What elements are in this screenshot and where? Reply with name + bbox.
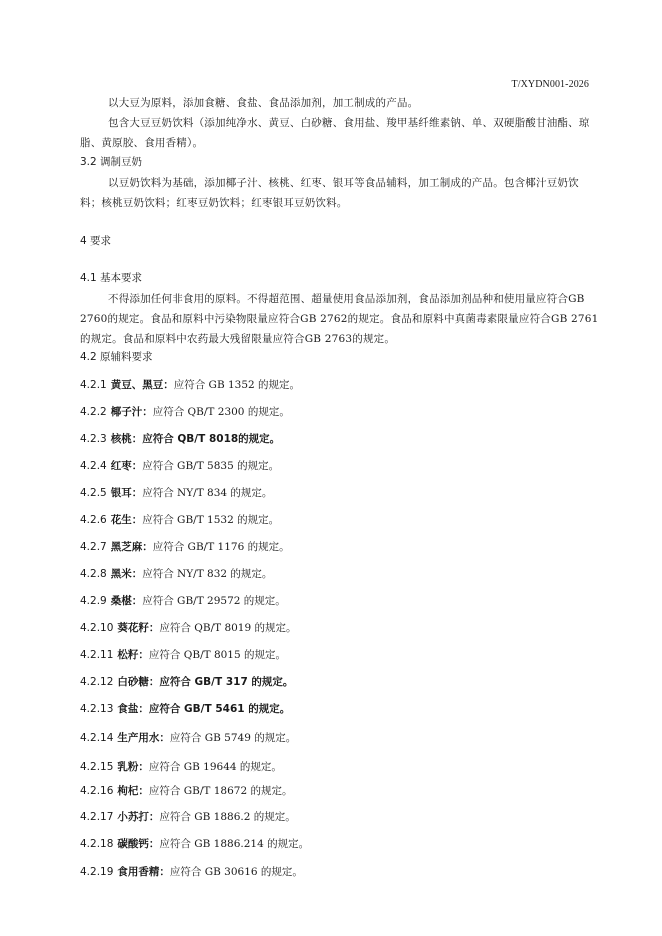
requirement-material-name: 松籽： xyxy=(117,649,149,661)
requirement-item xyxy=(80,459,279,473)
requirement-material-name: 枸杞： xyxy=(117,785,149,797)
section-4-heading: 4 要求 xyxy=(80,235,112,247)
requirement-number: 4.2.16 xyxy=(80,785,114,797)
requirement-standard-text: 应符合 GB 1886.2 的规定。 xyxy=(159,811,296,823)
requirement-number: 4.2.13 xyxy=(80,703,114,715)
requirement-material-name: 白砂糖： xyxy=(117,676,160,688)
requirement-standard-text: 应符合 QB/T 2300 的规定。 xyxy=(152,406,290,418)
requirement-standard-text: 应符合 GB 19644 的规定。 xyxy=(148,761,282,773)
section-3-1-paragraph-2: 包含大豆豆奶饮料（添加纯净水、黄豆、白砂糖、食用盐、羧甲基纤维素钠、单、双硬脂酸甘油酯、琼脂、黄原胶、食用香精）。 xyxy=(80,117,590,149)
requirement-material-name: 碳酸钙： xyxy=(117,838,160,850)
requirement-item xyxy=(80,405,290,419)
requirement-material-name: 黑芝麻： xyxy=(110,541,153,553)
requirement-item xyxy=(80,594,286,608)
requirement-item xyxy=(80,675,293,689)
requirement-item xyxy=(80,567,272,581)
requirement-material-name: 银耳： xyxy=(110,487,143,499)
requirement-number: 4.2.10 xyxy=(80,622,114,634)
requirement-material-name: 核桃： xyxy=(110,433,143,445)
requirement-item xyxy=(80,648,286,662)
requirement-standard-text: 应符合 GB/T 1176 的规定。 xyxy=(152,541,290,553)
requirement-item xyxy=(80,378,300,392)
requirement-material-name: 黑米： xyxy=(110,568,143,580)
section-4-1-paragraph: 不得添加任何非食用的原料。不得超范围、超量使用食品添加剂，食品添加剂品种和使用量应符合GB 2760的规定。食品和原料中污染物限量应符合GB 2762的规定。食品和原料中真菌毒素限量应符合GB 2761的规定。食品和原料中农药最大残留限量应符合GB 2763的规定。 xyxy=(80,293,599,345)
requirement-material-name: 红枣： xyxy=(110,460,143,472)
requirement-item xyxy=(80,621,297,635)
requirement-item xyxy=(80,810,296,824)
requirement-item xyxy=(80,865,303,879)
section-3-2-heading: 3.2 调制豆奶 xyxy=(80,156,143,168)
document-code: T/XYDN001-2026 xyxy=(511,79,589,90)
requirement-number: 4.2.3 xyxy=(80,433,107,445)
requirement-item xyxy=(80,760,282,774)
requirement-item xyxy=(80,731,296,745)
requirement-standard-text: 应符合 GB 1352 的规定。 xyxy=(173,379,301,391)
requirement-standard-text: 应符合 GB 5749 的规定。 xyxy=(169,732,297,744)
requirement-item xyxy=(80,486,272,500)
requirement-standard-text: 应符合 NY/T 832 的规定。 xyxy=(142,568,273,580)
section-4-1-heading: 4.1 基本要求 xyxy=(80,272,143,284)
requirement-item xyxy=(80,432,280,446)
requirement-number: 4.2.12 xyxy=(80,676,114,688)
requirement-item xyxy=(80,837,309,851)
requirement-number: 4.2.17 xyxy=(80,811,114,823)
requirement-number: 4.2.19 xyxy=(80,866,114,878)
requirement-item xyxy=(80,513,279,527)
requirement-material-name: 黄豆、黑豆： xyxy=(110,379,174,391)
requirement-standard-text: 应符合 QB/T 8018的规定。 xyxy=(142,433,281,445)
requirement-material-name: 桑椹： xyxy=(110,595,143,607)
requirement-item xyxy=(80,540,290,554)
requirement-standard-text: 应符合 GB 1886.214 的规定。 xyxy=(159,838,310,850)
requirement-material-name: 小苏打： xyxy=(117,811,160,823)
requirement-standard-text: 应符合 GB/T 1532 的规定。 xyxy=(142,514,280,526)
requirement-number: 4.2.14 xyxy=(80,732,114,744)
requirement-material-name: 生产用水： xyxy=(117,732,170,744)
requirement-number: 4.2.2 xyxy=(80,406,107,418)
requirement-material-name: 食用香精： xyxy=(117,866,170,878)
requirement-standard-text: 应符合 GB/T 29572 的规定。 xyxy=(142,595,286,607)
section-3-2-paragraph: 以豆奶饮料为基础，添加椰子汁、核桃、红枣、银耳等食品辅料，加工制成的产品。包含椰汁豆奶饮料；核桃豆奶饮料；红枣豆奶饮料；红枣银耳豆奶饮料。 xyxy=(80,177,579,209)
requirement-standard-text: 应符合 GB/T 18672 的规定。 xyxy=(148,785,293,797)
requirement-number: 4.2.5 xyxy=(80,487,107,499)
section-4-2-heading: 4.2 原辅料要求 xyxy=(80,351,153,363)
requirement-number: 4.2.11 xyxy=(80,649,114,661)
requirement-standard-text: 应符合 GB 30616 的规定。 xyxy=(169,866,303,878)
requirement-standard-text: 应符合 GB/T 5461 的规定。 xyxy=(148,703,291,715)
requirement-standard-text: 应符合 NY/T 834 的规定。 xyxy=(142,487,273,499)
requirement-material-name: 椰子汁： xyxy=(110,406,153,418)
requirement-material-name: 食盐： xyxy=(117,703,149,715)
requirement-number: 4.2.15 xyxy=(80,761,114,773)
requirement-standard-text: 应符合 GB/T 5835 的规定。 xyxy=(142,460,280,472)
requirement-material-name: 乳粉： xyxy=(117,761,149,773)
requirement-number: 4.2.6 xyxy=(80,514,107,526)
requirement-material-name: 葵花籽： xyxy=(117,622,160,634)
requirement-number: 4.2.18 xyxy=(80,838,114,850)
requirement-standard-text: 应符合 GB/T 317 的规定。 xyxy=(159,676,294,688)
section-3-1-paragraph-1: 以大豆为原料，添加食糖、食盐、食品添加剂，加工制成的产品。 xyxy=(108,97,419,109)
requirement-number: 4.2.7 xyxy=(80,541,107,553)
requirement-standard-text: 应符合 QB/T 8015 的规定。 xyxy=(148,649,287,661)
requirement-standard-text: 应符合 QB/T 8019 的规定。 xyxy=(159,622,297,634)
requirement-number: 4.2.4 xyxy=(80,460,107,472)
requirement-number: 4.2.8 xyxy=(80,568,107,580)
requirement-number: 4.2.9 xyxy=(80,595,107,607)
requirement-material-name: 花生： xyxy=(110,514,143,526)
requirement-item xyxy=(80,702,290,716)
requirement-item xyxy=(80,784,292,798)
requirement-number: 4.2.1 xyxy=(80,379,107,391)
